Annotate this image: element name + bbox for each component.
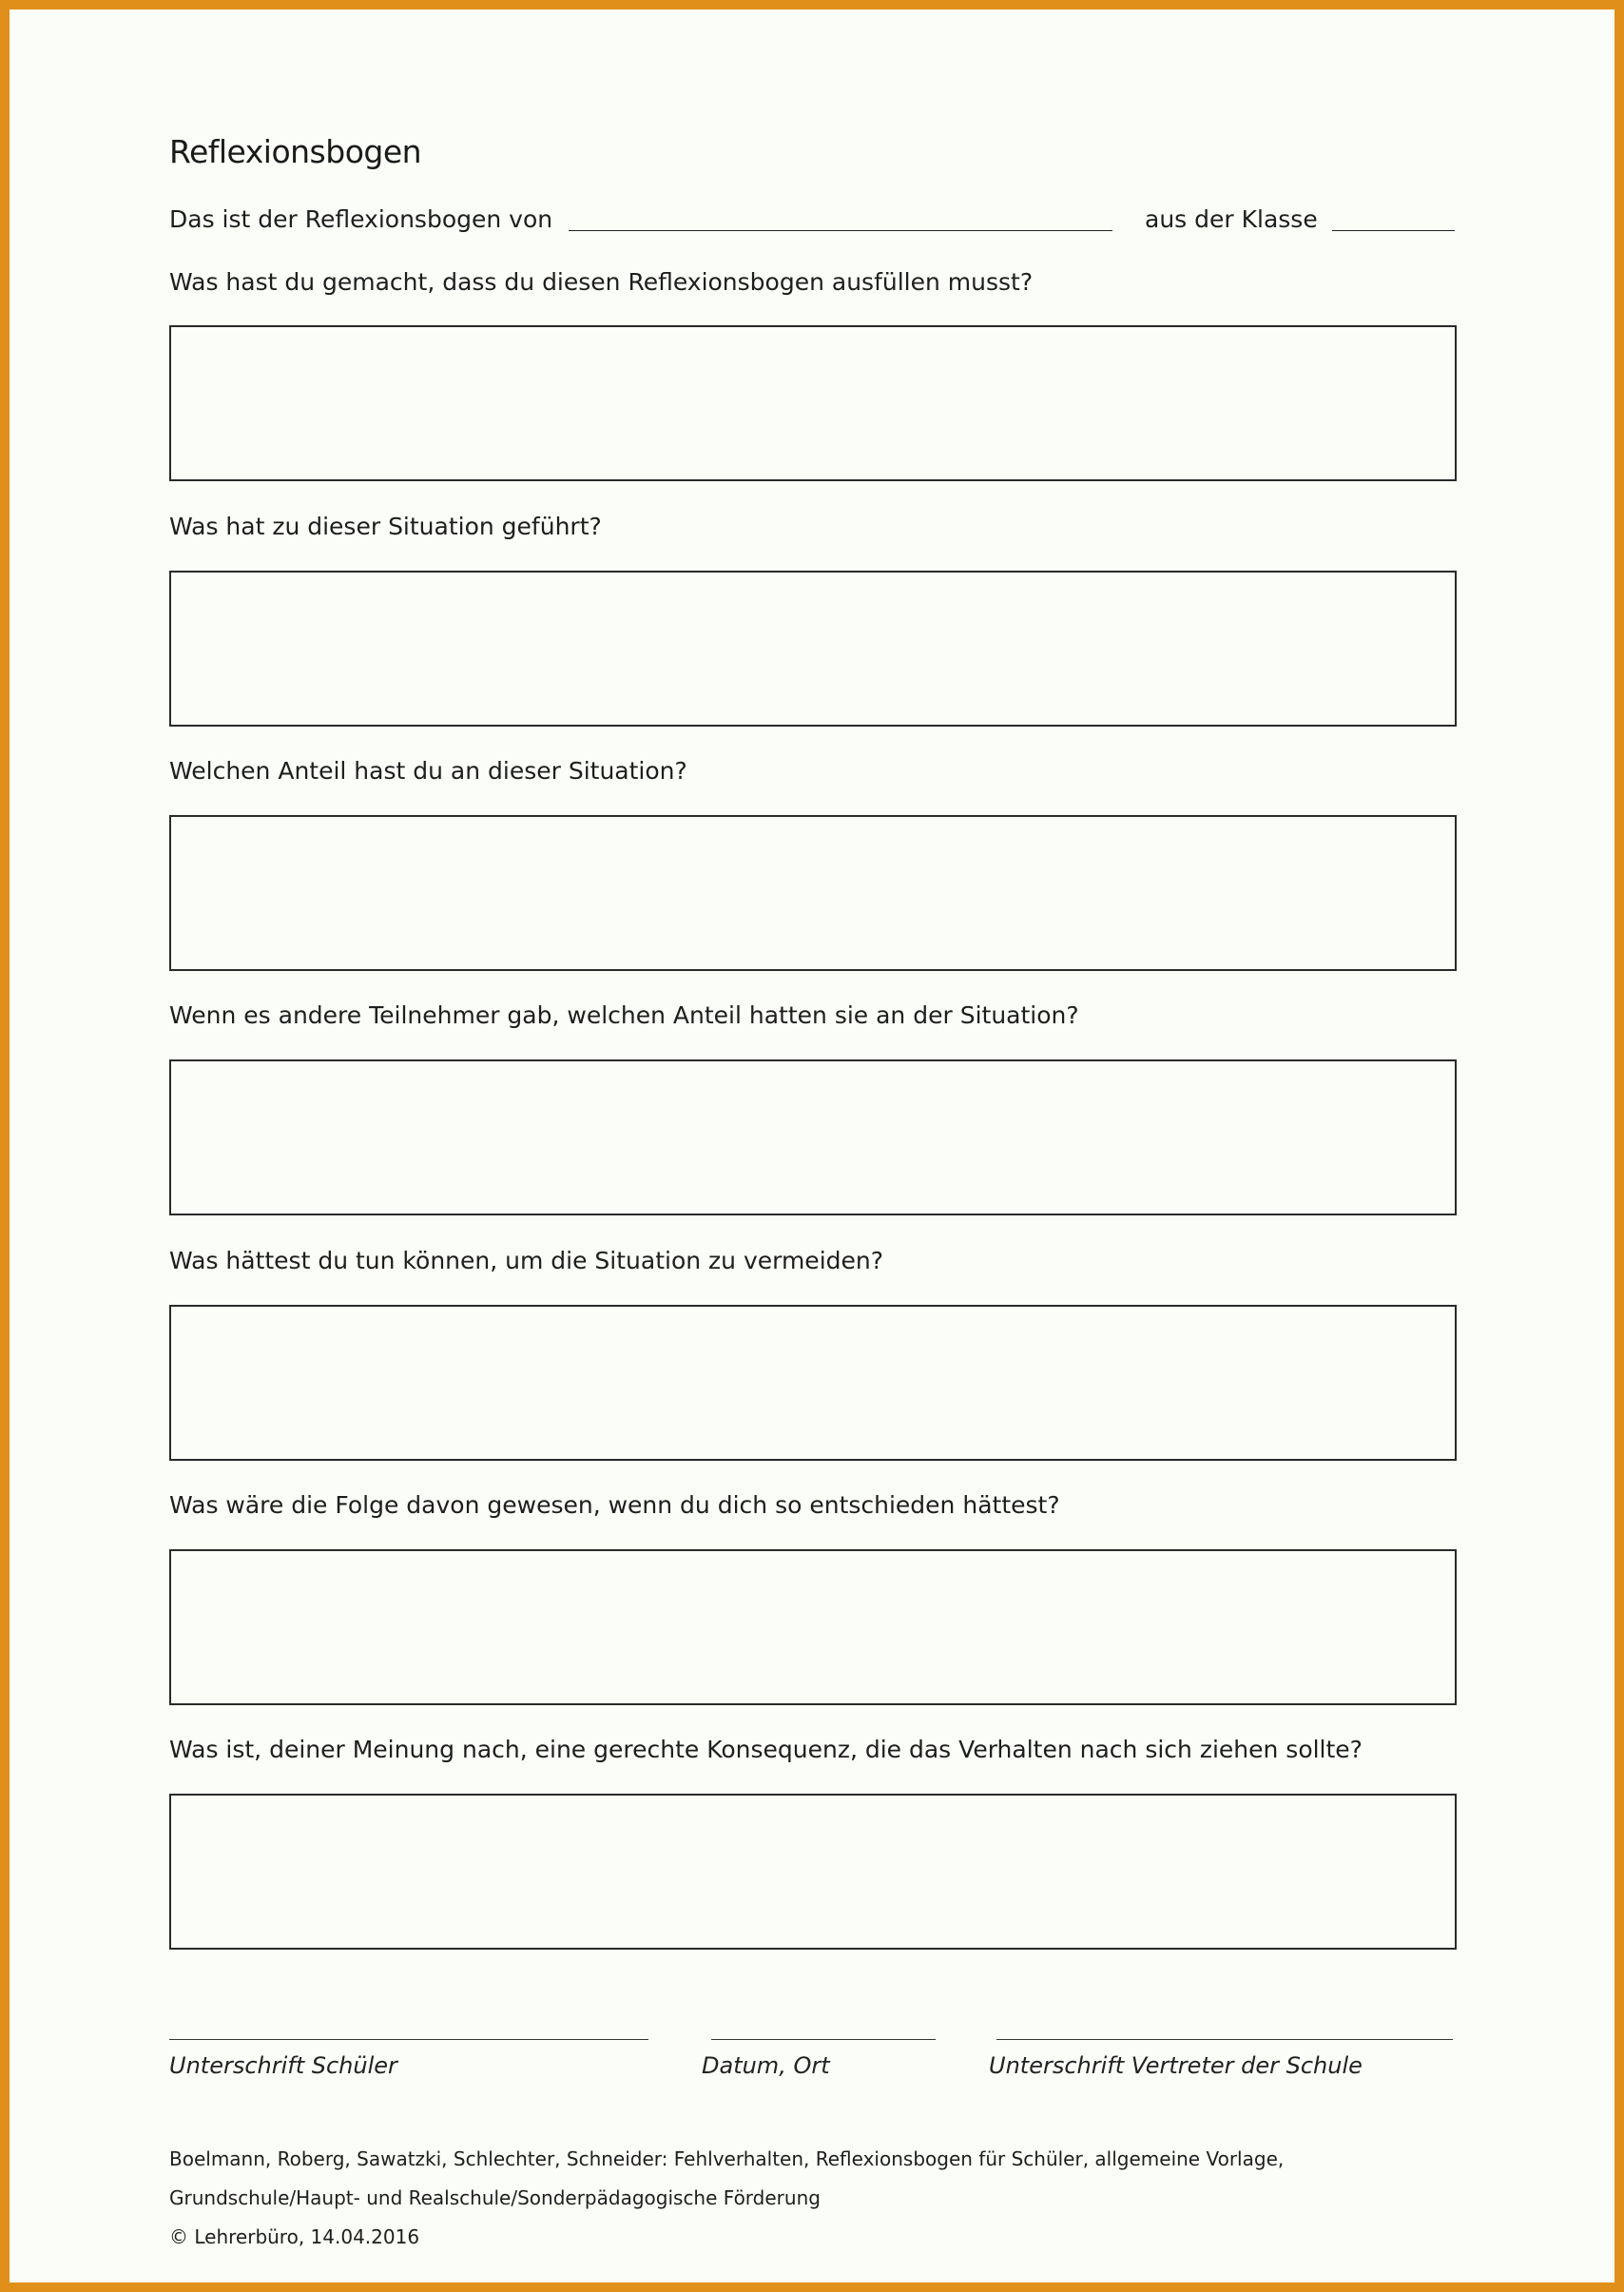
question-2: Was hat zu dieser Situation geführt? xyxy=(169,513,602,540)
answer-box-1[interactable] xyxy=(169,325,1457,481)
class-field[interactable] xyxy=(1332,230,1455,231)
footer-citation-line1: Boelmann, Roberg, Sawatzki, Schlechter, Schneider: Fehlverhalten, Reflexionsbogen für Schüler, allgemeine Vorlage, xyxy=(169,2147,1285,2170)
question-7: Was ist, deiner Meinung nach, eine gerechte Konsequenz, die das Verhalten nach sich ziehen sollte? xyxy=(169,1736,1363,1763)
answer-box-2[interactable] xyxy=(169,571,1457,727)
footer-citation-line2: Grundschule/Haupt- und Realschule/Sonderpädagogische Förderung xyxy=(169,2186,821,2209)
name-field[interactable] xyxy=(569,230,1112,231)
intro-prefix: Das ist der Reflexionsbogen von xyxy=(169,205,553,233)
intro-row xyxy=(169,205,1455,243)
answer-box-5[interactable] xyxy=(169,1305,1457,1461)
answer-box-7[interactable] xyxy=(169,1794,1457,1950)
question-4: Wenn es andere Teilnehmer gab, welchen Anteil hatten sie an der Situation? xyxy=(169,1001,1079,1029)
question-3: Welchen Anteil hast du an dieser Situation? xyxy=(169,757,687,785)
question-1: Was hast du gemacht, dass du diesen Reflexionsbogen ausfüllen musst? xyxy=(169,268,1034,296)
page-title: Reflexionsbogen xyxy=(169,133,422,170)
class-label: aus der Klasse xyxy=(1145,205,1318,233)
question-6: Was wäre die Folge davon gewesen, wenn du dich so entschieden hättest? xyxy=(169,1491,1060,1519)
date-place-line[interactable] xyxy=(711,2039,936,2040)
date-place-label: Datum, Ort xyxy=(702,2052,830,2079)
answer-box-3[interactable] xyxy=(169,815,1457,971)
school-signature-line[interactable] xyxy=(996,2039,1453,2040)
student-signature-line[interactable] xyxy=(169,2039,648,2040)
footer-copyright: © Lehrerbüro, 14.04.2016 xyxy=(169,2225,420,2248)
answer-box-4[interactable] xyxy=(169,1059,1457,1215)
answer-box-6[interactable] xyxy=(169,1549,1457,1705)
question-5: Was hättest du tun können, um die Situation zu vermeiden? xyxy=(169,1247,884,1274)
school-signature-label: Unterschrift Vertreter der Schule xyxy=(989,2052,1363,2079)
student-signature-label: Unterschrift Schüler xyxy=(169,2052,397,2079)
